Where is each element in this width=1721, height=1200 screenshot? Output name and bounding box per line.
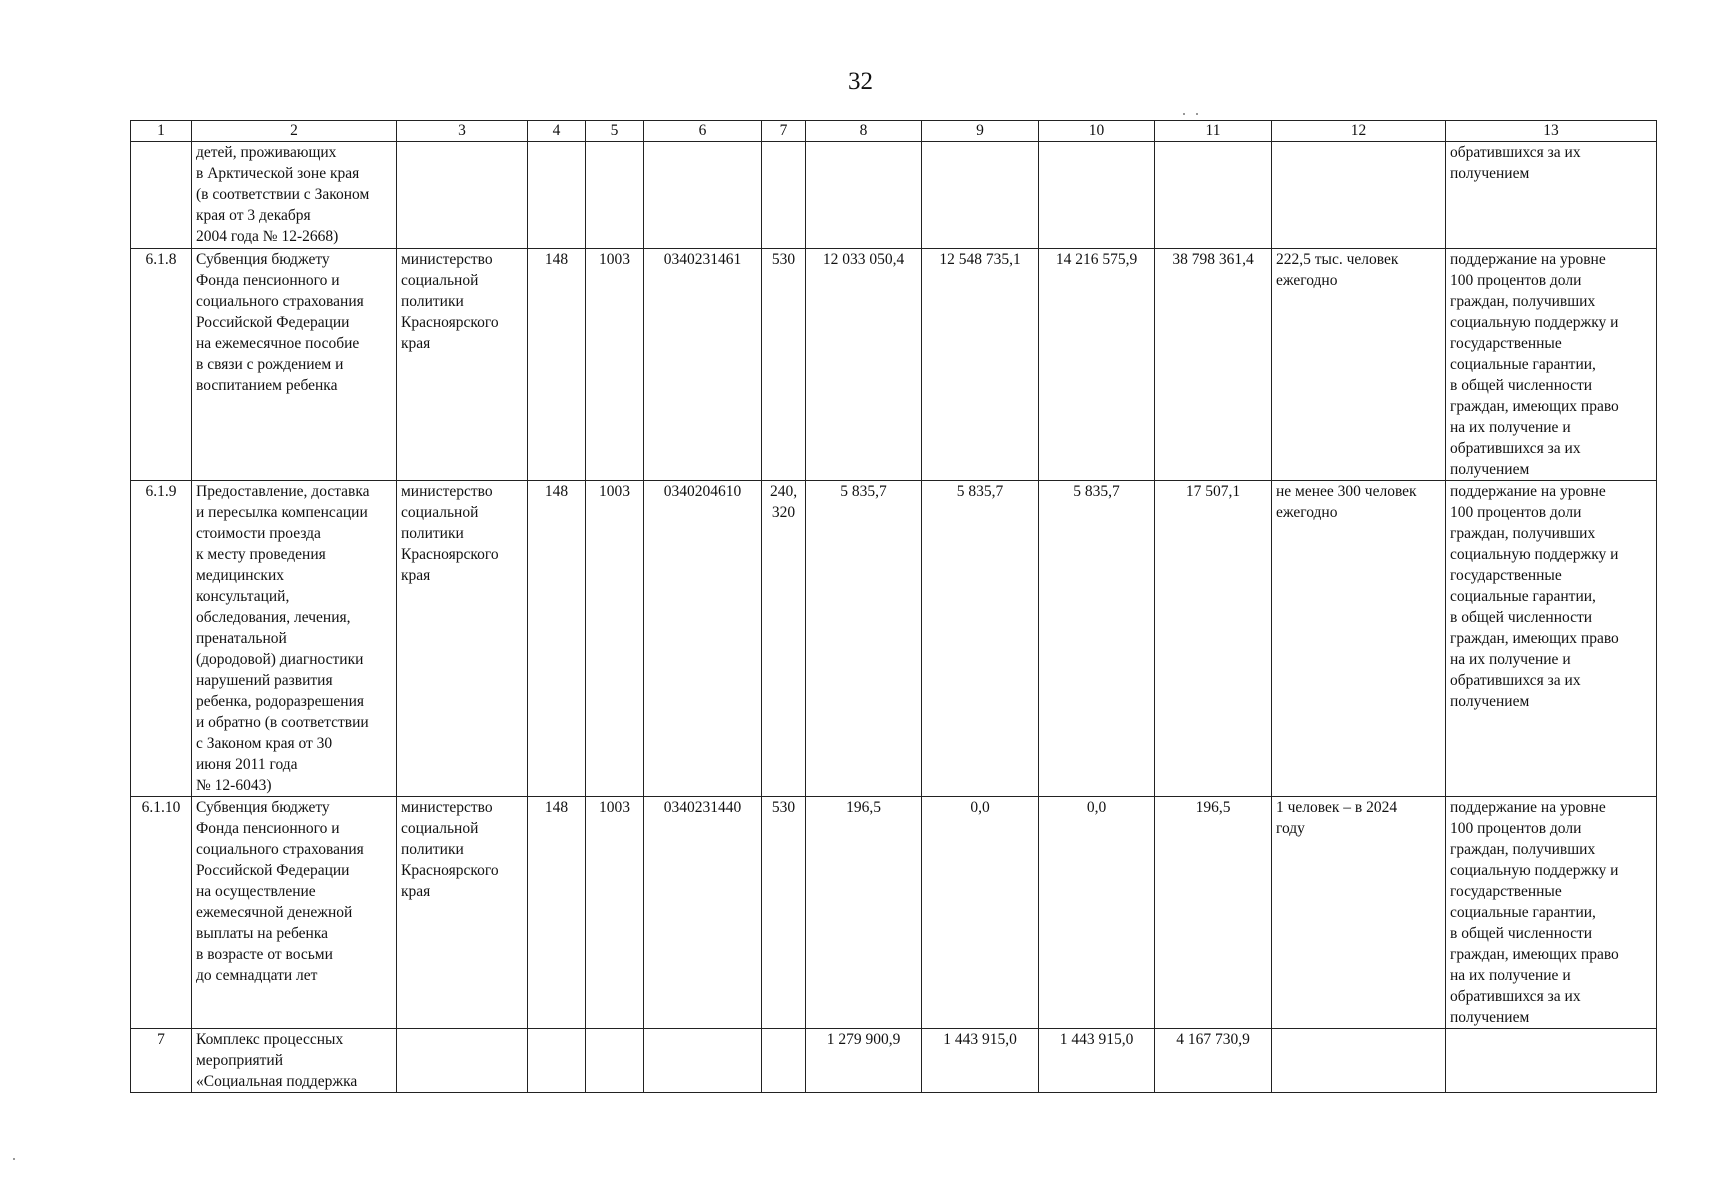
- amount-year-2: 5 835,7: [922, 481, 1039, 797]
- expense-type-code: 240, 320: [762, 481, 806, 797]
- section-code: [586, 1029, 644, 1093]
- section-code: 1003: [586, 481, 644, 797]
- column-header: 7: [762, 121, 806, 142]
- amount-total: 17 507,1: [1155, 481, 1272, 797]
- amount-year-2: 0,0: [922, 797, 1039, 1029]
- target-indicator: [1446, 1029, 1657, 1093]
- amount-year-1: 12 033 050,4: [806, 249, 922, 481]
- table-row: [131, 1029, 1657, 1093]
- expense-type-code: [762, 1029, 806, 1093]
- column-header: 2: [192, 121, 397, 142]
- amount-year-3: [1039, 142, 1155, 249]
- target-article-code: [644, 142, 762, 249]
- expected-result: 222,5 тыс. человек ежегодно: [1272, 249, 1446, 481]
- amount-year-3: 1 443 915,0: [1039, 1029, 1155, 1093]
- grbs-code: 148: [528, 249, 586, 481]
- executor: министерство социальной политики Красноярского края: [397, 249, 528, 481]
- column-header: 12: [1272, 121, 1446, 142]
- target-article-code: 0340204610: [644, 481, 762, 797]
- amount-year-1: 1 279 900,9: [806, 1029, 922, 1093]
- grbs-code: [528, 1029, 586, 1093]
- target-indicator: поддержание на уровне 100 процентов доли граждан, получивших социальную поддержку и государственные социальные гарантии, в общей численности граждан, имеющих право на их получение и обратившихся за их получением: [1446, 797, 1657, 1029]
- column-header: 1: [131, 121, 192, 142]
- amount-total: 38 798 361,4: [1155, 249, 1272, 481]
- expense-type-code: [762, 142, 806, 249]
- amount-year-3: 5 835,7: [1039, 481, 1155, 797]
- column-header: 4: [528, 121, 586, 142]
- expense-type-code: 530: [762, 249, 806, 481]
- column-header: 8: [806, 121, 922, 142]
- column-header: 5: [586, 121, 644, 142]
- grbs-code: 148: [528, 797, 586, 1029]
- section-code: 1003: [586, 249, 644, 481]
- executor: [397, 1029, 528, 1093]
- section-code: 1003: [586, 797, 644, 1029]
- expected-result: [1272, 1029, 1446, 1093]
- grbs-code: [528, 142, 586, 249]
- expense-type-code: 530: [762, 797, 806, 1029]
- activity-name: детей, проживающих в Арктической зоне края (в соответствии с Законом края от 3 декабря 2004 года № 12-2668): [192, 142, 397, 249]
- amount-year-3: 0,0: [1039, 797, 1155, 1029]
- amount-year-2: 1 443 915,0: [922, 1029, 1039, 1093]
- expected-result: не менее 300 человек ежегодно: [1272, 481, 1446, 797]
- amount-year-1: 196,5: [806, 797, 922, 1029]
- amount-total: 196,5: [1155, 797, 1272, 1029]
- executor: [397, 142, 528, 249]
- amount-year-1: [806, 142, 922, 249]
- target-article-code: 0340231440: [644, 797, 762, 1029]
- amount-total: 4 167 730,9: [1155, 1029, 1272, 1093]
- target-indicator: поддержание на уровне 100 процентов доли граждан, получивших социальную поддержку и государственные социальные гарантии, в общей численности граждан, имеющих право на их получение и обратившихся за их получением: [1446, 249, 1657, 481]
- scan-speck: [1196, 113, 1198, 115]
- table-row: [131, 797, 1657, 1029]
- expected-result: [1272, 142, 1446, 249]
- section-code: [586, 142, 644, 249]
- amount-year-3: 14 216 575,9: [1039, 249, 1155, 481]
- target-indicator: обратившихся за их получением: [1446, 142, 1657, 249]
- target-indicator: поддержание на уровне 100 процентов доли граждан, получивших социальную поддержку и государственные социальные гарантии, в общей численности граждан, имеющих право на их получение и обратившихся за их получением: [1446, 481, 1657, 797]
- scan-speck: [1183, 113, 1185, 115]
- table-row: [131, 481, 1657, 797]
- activity-name: Субвенция бюджету Фонда пенсионного и социального страхования Российской Федерации на осуществление ежемесячной денежной выплаты на ребенка в возрасте от восьми до семнадцати лет: [192, 797, 397, 1029]
- table-row: [131, 142, 1657, 249]
- grbs-code: 148: [528, 481, 586, 797]
- page-number: 32: [848, 68, 873, 95]
- target-article-code: [644, 1029, 762, 1093]
- column-header: 9: [922, 121, 1039, 142]
- amount-year-2: 12 548 735,1: [922, 249, 1039, 481]
- amount-year-1: 5 835,7: [806, 481, 922, 797]
- item-number: 6.1.10: [131, 797, 192, 1029]
- activity-name: Субвенция бюджету Фонда пенсионного и социального страхования Российской Федерации на ежемесячное пособие в связи с рождением и воспитанием ребенка: [192, 249, 397, 481]
- column-header: 13: [1446, 121, 1657, 142]
- executor: министерство социальной политики Красноярского края: [397, 797, 528, 1029]
- amount-total: [1155, 142, 1272, 249]
- column-header: 3: [397, 121, 528, 142]
- column-number-row: [131, 121, 1657, 142]
- table-row: [131, 249, 1657, 481]
- activity-name: Комплекс процессных мероприятий «Социальная поддержка: [192, 1029, 397, 1093]
- amount-year-2: [922, 142, 1039, 249]
- column-header: 10: [1039, 121, 1155, 142]
- target-article-code: 0340231461: [644, 249, 762, 481]
- activity-name: Предоставление, доставка и пересылка компенсации стоимости проезда к месту проведения медицинских консультаций, обследования, лечения, пренатальной (дородовой) диагностики нарушений развития ребенка, родоразрешения и обратно (в соответствии с Законом края от 30 июня 2011 года № 12-6043): [192, 481, 397, 797]
- item-number: 6.1.9: [131, 481, 192, 797]
- expected-result: 1 человек – в 2024 году: [1272, 797, 1446, 1029]
- column-header: 6: [644, 121, 762, 142]
- item-number: [131, 142, 192, 249]
- scan-speck: [13, 1158, 15, 1160]
- column-header: 11: [1155, 121, 1272, 142]
- item-number: 6.1.8: [131, 249, 192, 481]
- executor: министерство социальной политики Красноярского края: [397, 481, 528, 797]
- program-activities-table: [130, 120, 1657, 1093]
- item-number: 7: [131, 1029, 192, 1093]
